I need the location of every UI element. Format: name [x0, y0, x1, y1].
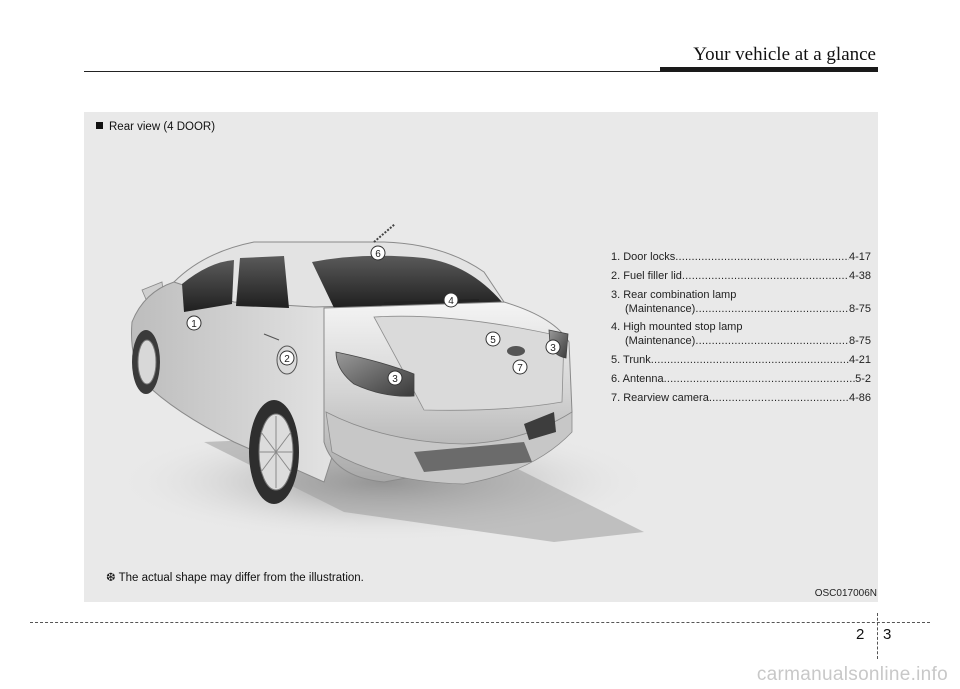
legend-page-ref: 4-17: [848, 251, 871, 263]
callout-2: [280, 351, 294, 365]
image-code: OSC017006N: [814, 588, 877, 599]
legend-label: 4. High mounted stop lamp: [611, 321, 743, 334]
callout-4: [444, 293, 458, 307]
legend-page-ref: 8-75: [848, 302, 871, 315]
footer-rule: [30, 622, 930, 623]
header-rule-accent: [660, 67, 878, 72]
legend-item-door-locks: [611, 250, 871, 264]
legend-label: 7. Rearview camera: [611, 391, 709, 404]
legend-item-high-mounted-stop-lamp: [611, 320, 871, 348]
legend-label: 3. Rear combination lamp: [611, 288, 737, 301]
chapter-number: 2: [856, 626, 865, 643]
legend-label: 1. Door locks: [611, 251, 676, 263]
callout-1: [187, 316, 201, 330]
legend-item-fuel-filler-lid: [611, 269, 871, 283]
legend-sublabel: (Maintenance): [625, 302, 696, 315]
callout-2-label: 2: [284, 354, 290, 365]
callout-5-label: 5: [490, 335, 496, 346]
illustration-panel: [84, 112, 878, 602]
page-header-title: Your vehicle at a glance: [693, 44, 876, 65]
callout-1-label: 1: [191, 319, 197, 330]
legend-page-ref: 4-21: [848, 354, 871, 367]
parts-legend: [611, 250, 871, 410]
rear-side-window: [236, 256, 289, 308]
legend-item-rear-combination-lamp: [611, 288, 871, 316]
legend-label: 6. Antenna: [611, 372, 664, 385]
page-number: 3: [883, 626, 892, 643]
front-wheel-rim: [138, 340, 156, 384]
legend-label: 5. Trunk: [611, 354, 651, 367]
legend-sublabel: (Maintenance): [625, 335, 696, 348]
front-side-window: [182, 260, 234, 312]
callout-6-label: 6: [375, 249, 381, 260]
callout-3-left: [388, 371, 402, 385]
page-number-separator: [877, 613, 878, 659]
legend-page-ref: 4-86: [848, 391, 871, 404]
callout-6: [371, 246, 385, 260]
callout-4-label: 4: [448, 296, 454, 307]
watermark: carmanualsonline.info: [756, 664, 948, 685]
callout-3-right: [546, 340, 560, 354]
legend-item-antenna: [611, 372, 871, 386]
callout-7: [513, 360, 527, 374]
antenna: [374, 224, 395, 242]
legend-item-trunk: [611, 353, 871, 367]
legend-page-ref: 5-2: [855, 372, 871, 385]
panel-title-text: Rear view (4 DOOR): [109, 121, 216, 133]
callout-5: [486, 332, 500, 346]
legend-label: 2. Fuel filler lid: [611, 269, 682, 282]
legend-page-ref: 4-38: [848, 269, 871, 282]
legend-page-ref: 8-75: [848, 335, 871, 348]
brand-emblem: [507, 346, 525, 356]
callout-3-left-label: 3: [392, 374, 398, 385]
callout-3-right-label: 3: [550, 343, 556, 354]
illustration-footnote: ❆ The actual shape may differ from the illustration.: [106, 572, 364, 584]
callout-7-label: 7: [517, 363, 523, 374]
legend-item-rearview-camera: [611, 391, 871, 405]
